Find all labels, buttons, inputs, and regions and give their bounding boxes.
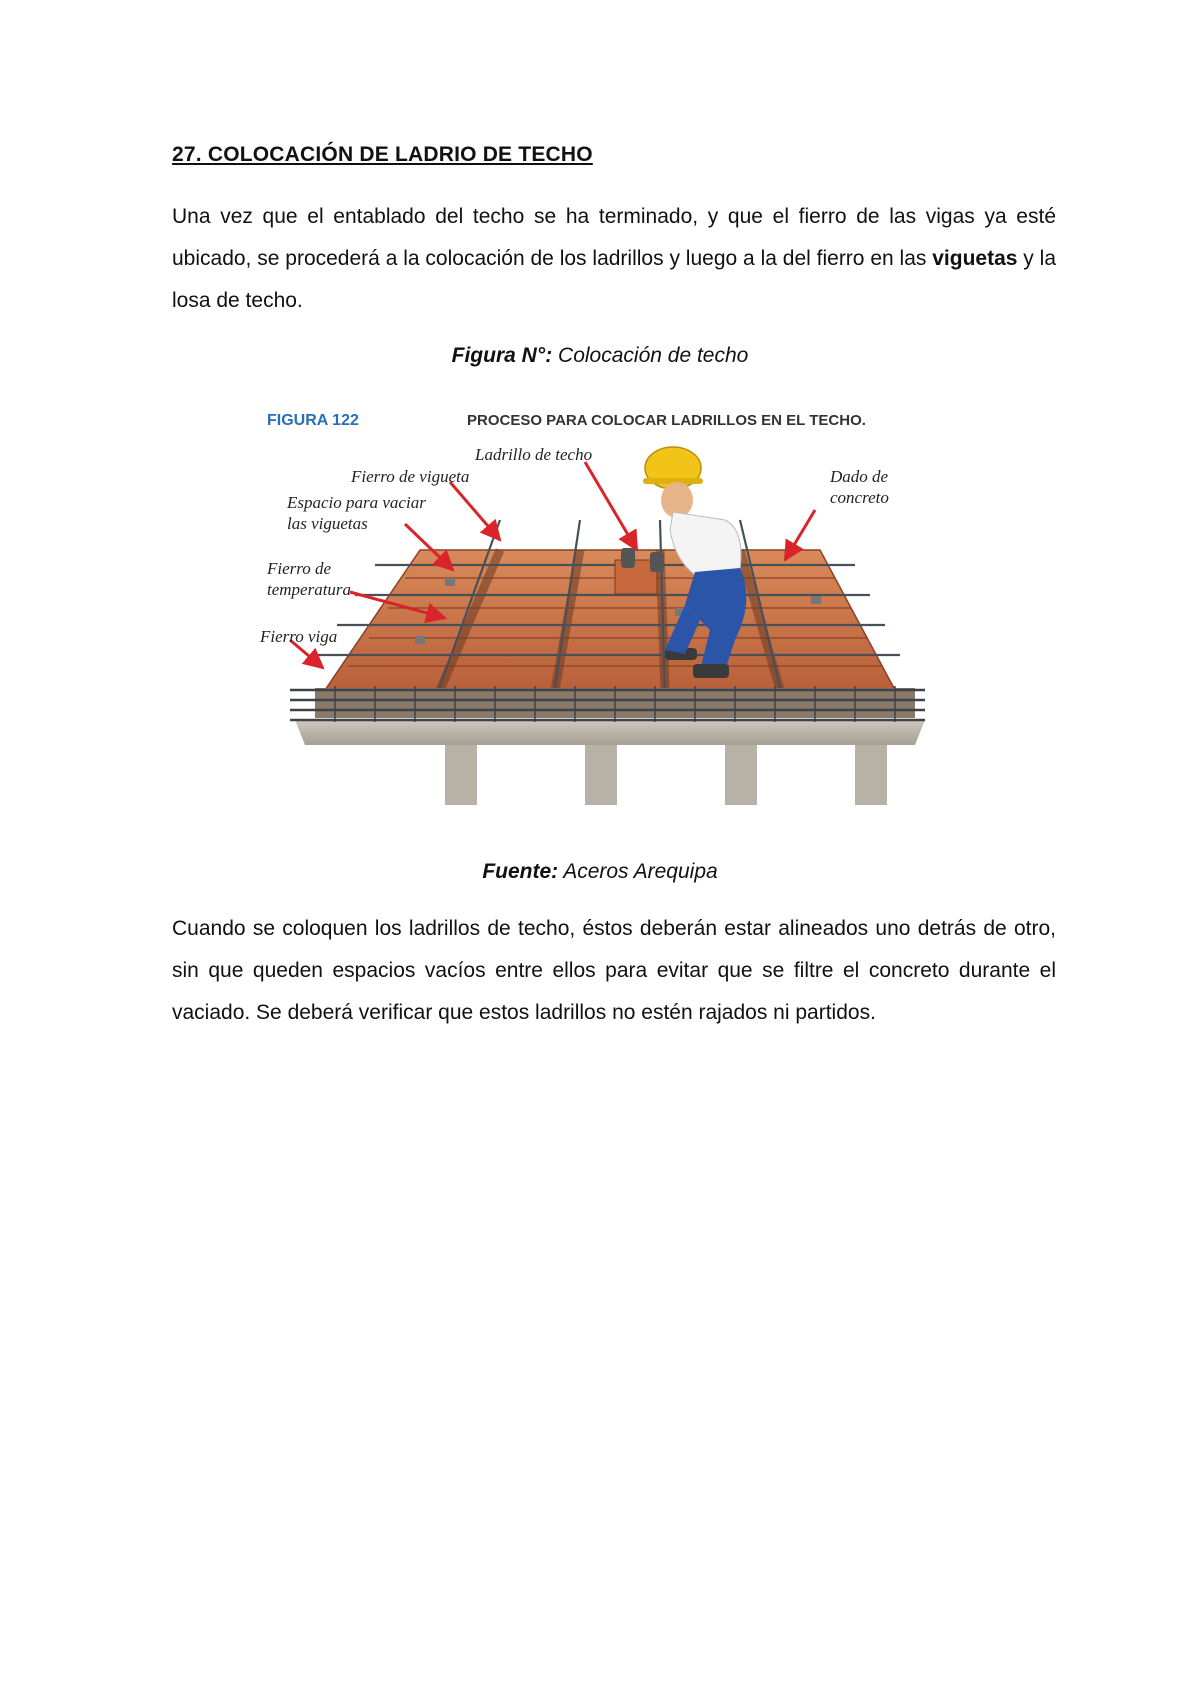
label-fierro-temperatura: Fierro de temperatura: [267, 559, 352, 599]
intro-bold-term: viguetas: [932, 247, 1018, 270]
figure-caption-text: Colocación de techo: [552, 344, 749, 367]
illustration-drawing: [255, 400, 955, 830]
intro-text-before: Una vez que el entablado del techo se ha terminado, y que el fierro de las vigas ya esté ubicado, se procederá a la colocación de los ladrillos y luego a la del fierro en las: [172, 205, 1056, 270]
column-1: [445, 745, 477, 805]
intro-paragraph: [172, 196, 1056, 322]
label-fierro-de-vigueta: Fierro de vigueta: [351, 467, 470, 486]
source-caption-text: Aceros Arequipa: [558, 860, 718, 883]
figure-title: PROCESO PARA COLOCAR LADRILLOS EN EL TECHO.: [467, 412, 866, 429]
column-2: [585, 745, 617, 805]
brick-alignment-paragraph: Cuando se coloquen los ladrillos de techo, éstos deberán estar alineados uno detrás de otro, sin que queden espacios vacíos entre ellos para evitar que se filtre el concreto durante el vaciado. Se deberá verificar que estos ladrillos no estén rajados ni partidos.: [172, 917, 1056, 1024]
figure-caption: [0, 344, 1200, 368]
figure-caption-label: Figura N°:: [451, 344, 553, 367]
intro-text-after: y la losa de techo.: [172, 247, 1057, 312]
brick-deck: [325, 550, 895, 690]
column-3: [725, 745, 757, 805]
label-dado-de-concreto: Dado de concreto: [830, 467, 889, 507]
roof-brick-illustration: [255, 400, 955, 830]
section-heading: 27. COLOCACIÓN DE LADRIO DE TECHO: [172, 143, 593, 166]
label-ladrillo-de-techo: Ladrillo de techo: [475, 445, 593, 464]
source-caption-label: Fuente:: [482, 860, 559, 883]
source-caption: [0, 860, 1200, 884]
slab-edge: [295, 720, 925, 745]
figure-number: FIGURA 122: [267, 412, 359, 429]
column-4: [855, 745, 887, 805]
label-espacio-viguetas: Espacio para vaciar las viguetas: [287, 493, 426, 533]
label-fierro-viga: Fierro viga: [260, 627, 338, 646]
